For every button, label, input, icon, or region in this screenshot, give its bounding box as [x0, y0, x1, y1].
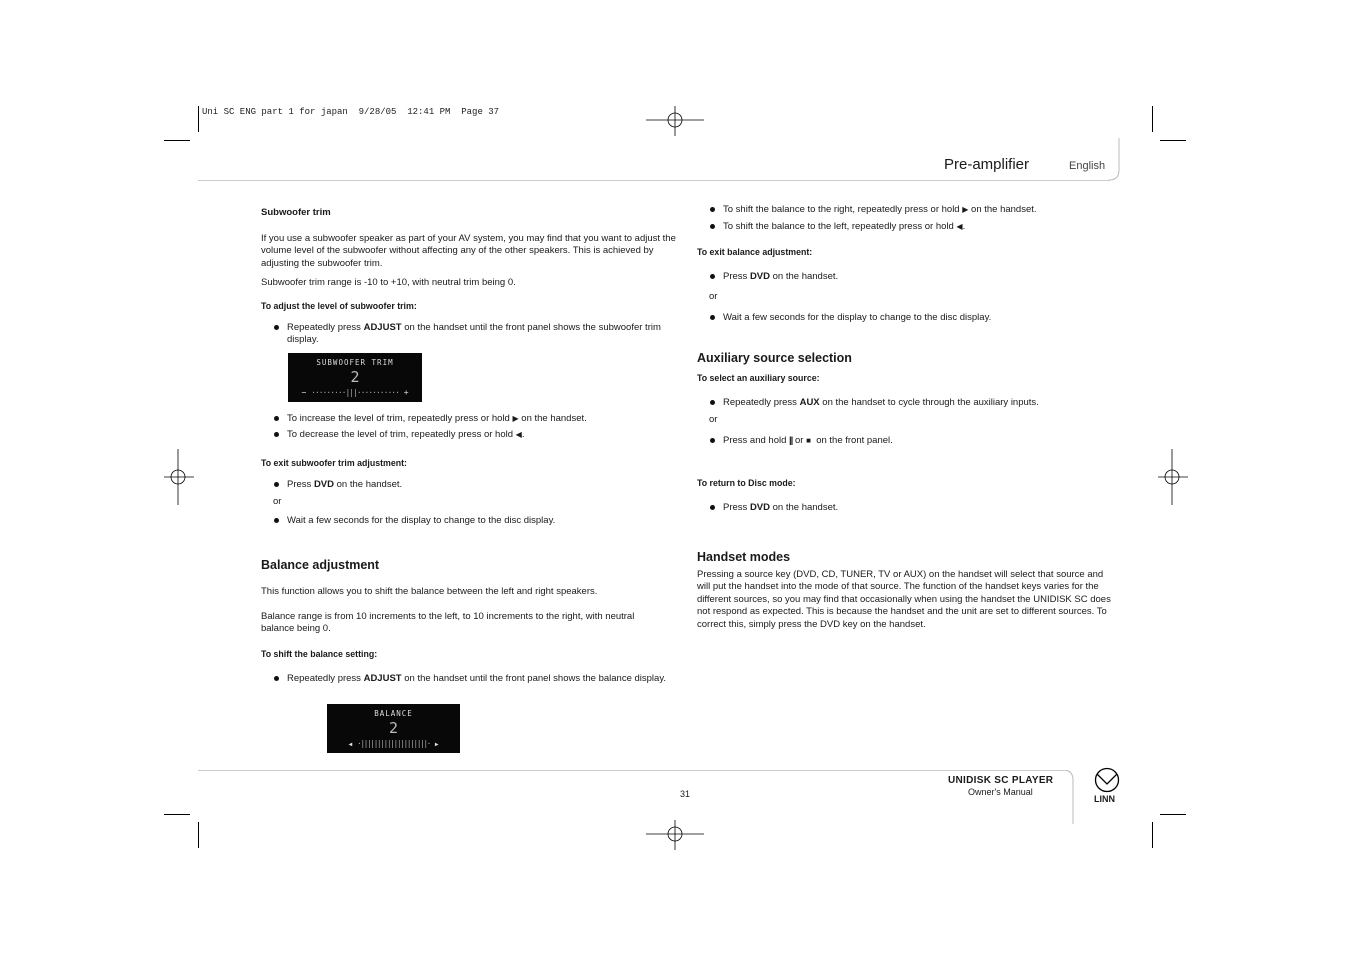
header-corner [1108, 138, 1122, 182]
subwoofer-exit-heading: To exit subwoofer trim adjustment: [261, 458, 407, 468]
bullet [710, 400, 715, 405]
product-name: UNIDISK SC PLAYER [948, 775, 1054, 786]
lcd-balance-bar: ·||||||||||||||||||||· [357, 739, 430, 748]
left-arrow-icon: ◀ [515, 430, 522, 439]
lcd-balance-scale [327, 739, 460, 748]
or-label: or [709, 414, 718, 425]
lcd-trim-bar: ·········|||··········· [311, 388, 399, 397]
or-label: or [273, 496, 282, 507]
lcd-value: 2 [350, 368, 360, 386]
aux-step-1: Repeatedly press AUX on the handset to cycle through the auxiliary inputs. [723, 397, 1039, 408]
subwoofer-heading: Subwoofer trim [261, 207, 331, 218]
crop-mark [198, 106, 199, 132]
return-disc-step: Press DVD on the handset. [723, 502, 839, 513]
header-rule [198, 180, 1110, 181]
crop-mark [198, 822, 199, 848]
crop-mark [1152, 106, 1153, 132]
pause-icon: || [789, 435, 793, 446]
lcd-trim-scale [288, 388, 422, 397]
return-disc-heading: To return to Disc mode: [697, 478, 796, 488]
lcd-title: SUBWOOFER TRIM [316, 358, 394, 367]
balance-intro: This function allows you to shift the balance between the left and right speakers. [261, 586, 598, 597]
subwoofer-step-1: Repeatedly press ADJUST on the handset until the front panel shows the subwoofer trim display. [287, 322, 661, 346]
aux-step-2: Press and hold || or ■ on the front panel. [723, 435, 893, 446]
print-slug: Uni SC ENG part 1 for japan 9/28/05 12:41 PM Page 37 [202, 107, 500, 117]
lcd-value: 2 [388, 719, 399, 737]
crop-mark [164, 814, 190, 815]
handset-modes-heading: Handset modes [697, 550, 791, 564]
balance-range: Balance range is from 10 increments to the left, to 10 increments to the right, with neutral balance being 0. [261, 611, 635, 635]
language-label: English [1069, 160, 1106, 172]
manual-label: Owner's Manual [968, 787, 1033, 797]
balance-exit-1: Press DVD on the handset. [723, 271, 839, 282]
bullet [710, 505, 715, 510]
aux-heading: Auxiliary source selection [697, 351, 852, 365]
page-section-title: Pre-amplifier [944, 156, 1030, 173]
footer-corner [1062, 770, 1076, 826]
balance-display [327, 704, 460, 753]
lcd-title: BALANCE [374, 709, 413, 718]
registration-mark-top [646, 106, 704, 136]
linn-logo-text: LINN [1094, 794, 1115, 804]
subwoofer-trim-display [288, 353, 422, 402]
balance-exit-2: Wait a few seconds for the display to change to the disc display. [723, 312, 992, 323]
stop-icon: ■ [806, 436, 811, 445]
crop-mark [1152, 822, 1153, 848]
bullet [710, 224, 715, 229]
bullet [274, 416, 279, 421]
bullet [274, 482, 279, 487]
balance-right: To shift the balance to the right, repeatedly press or hold ▶ on the handset. [723, 204, 1037, 215]
bullet [274, 676, 279, 681]
subwoofer-range: Subwoofer trim range is -10 to +10, with neutral trim being 0. [261, 277, 516, 288]
bullet [274, 518, 279, 523]
lcd-minus: − [301, 388, 307, 397]
balance-shift-heading: To shift the balance setting: [261, 649, 378, 659]
balance-exit-heading: To exit balance adjustment: [697, 247, 813, 257]
page-number: 31 [680, 789, 691, 799]
crop-mark [1160, 140, 1186, 141]
crop-mark [1160, 814, 1186, 815]
left-arrow-icon: ◀ [956, 222, 963, 231]
right-arrow-icon: ▶ [434, 741, 439, 748]
subwoofer-increase: To increase the level of trim, repeatedly press or hold ▶ on the handset. [287, 413, 587, 424]
subwoofer-intro: If you use a subwoofer speaker as part of your AV system, you may find that you want to adjust the volume level of the subwoofer without affecting any of the other speakers. This is achieved by adjusting the subwoofer trim. [261, 233, 676, 269]
registration-mark-left [164, 449, 194, 505]
balance-step-1: Repeatedly press ADJUST on the handset until the front panel shows the balance display. [287, 673, 667, 684]
right-arrow-icon: ▶ [962, 205, 969, 214]
aux-select-heading: To select an auxiliary source: [697, 373, 820, 383]
subwoofer-adjust-heading: To adjust the level of subwoofer trim: [261, 301, 417, 311]
right-arrow-icon: ▶ [512, 414, 519, 423]
left-arrow-icon: ◀ [348, 741, 353, 748]
subwoofer-exit-1: Press DVD on the handset. [287, 479, 403, 490]
balance-left: To shift the balance to the left, repeatedly press or hold ◀. [723, 221, 966, 232]
lcd-plus: + [403, 388, 409, 397]
subwoofer-exit-2: Wait a few seconds for the display to change to the disc display. [287, 515, 556, 526]
bullet [274, 325, 279, 330]
bullet [710, 438, 715, 443]
footer-rule [198, 770, 1064, 771]
bullet [710, 274, 715, 279]
bullet [710, 207, 715, 212]
crop-mark [164, 140, 190, 141]
registration-mark-right [1158, 449, 1188, 505]
bullet [274, 432, 279, 437]
or-label: or [709, 291, 718, 302]
handset-modes-body: Pressing a source key (DVD, CD, TUNER, TV or AUX) on the handset will select that source and will put the handset into the mode of that source. The function of the handset keys varies for the different sources, so you may find that occasionally when using the handset the UNIDISK SC does not respond as expected. This is because the handset and the unit are set to different sources. To correct this, simply press the DVD key on the handset. [697, 569, 1111, 630]
balance-heading: Balance adjustment [261, 558, 380, 572]
bullet [710, 315, 715, 320]
subwoofer-decrease: To decrease the level of trim, repeatedly press or hold ◀. [287, 429, 525, 440]
registration-mark-bottom [646, 820, 704, 850]
